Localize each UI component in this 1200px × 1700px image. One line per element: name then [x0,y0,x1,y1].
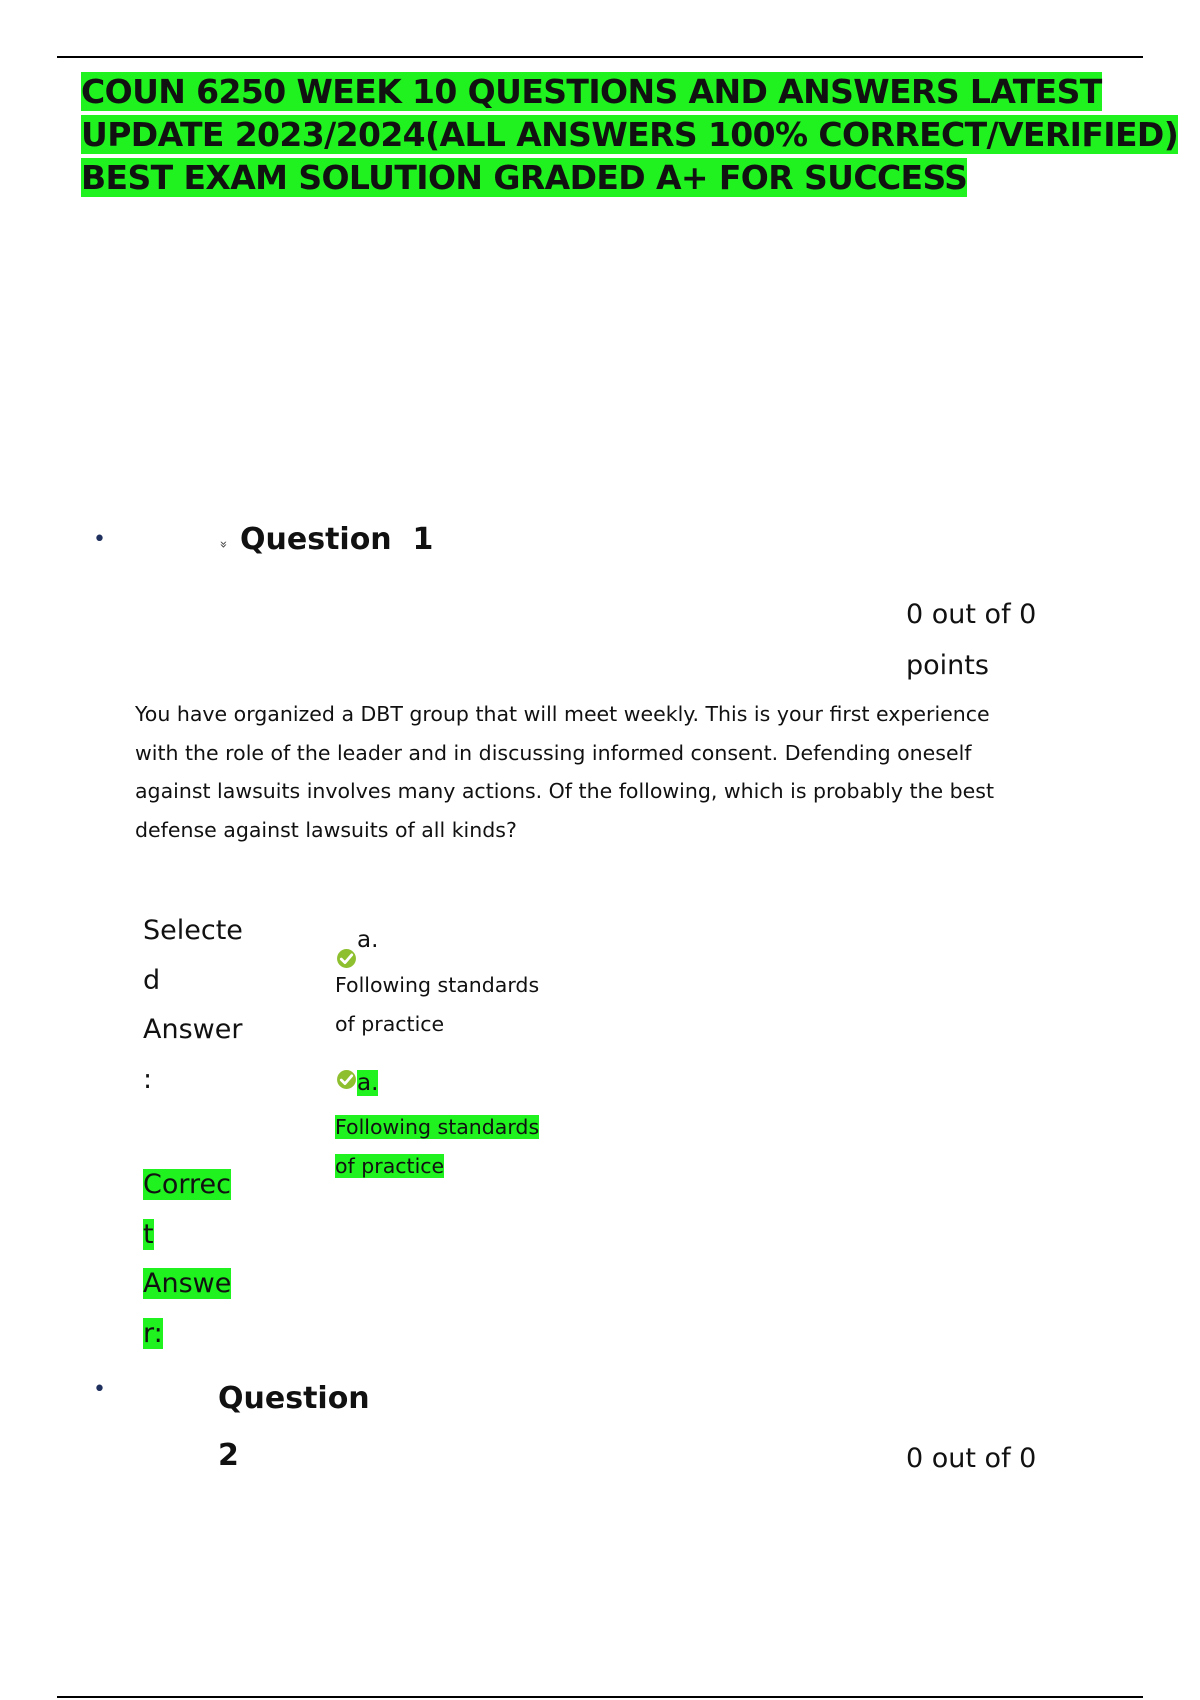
points-score: 0 out of 0 [906,1443,1037,1474]
correct-answer-line: of practice [335,1153,445,1178]
correct-label-line: Answe [143,1268,232,1299]
bottom-rule [57,1696,1143,1698]
check-icon [336,1069,357,1090]
question-1-bullet: • [93,527,106,552]
question-2-bullet: • [93,1377,106,1402]
correct-label-line: Correc [143,1169,231,1200]
correct-answer-line: Following standards [335,1115,540,1139]
question-2-label: Question [218,1381,370,1416]
correct-answer-text [335,1108,539,1185]
points-unit: points [906,650,989,681]
question-1-text: You have organized a DBT group that will meet weekly. This is your first experience with the role of the leader and in discussing informed consent. Defending oneself against lawsuits involves many actions. Of the following, which is probably the best defense against lawsuits of all kinds? [135,702,994,842]
selected-answer-text [335,966,539,1043]
selected-label-line: Answer [143,1014,243,1045]
top-rule [57,56,1143,58]
points-score: 0 out of 0 [906,599,1037,630]
question-2-heading [218,1370,370,1484]
title-line-3: BEST EXAM SOLUTION GRADED A+ FOR SUCCESS [81,158,968,197]
correct-answer-letter-text: a. [357,1070,379,1096]
correct-label-line: r: [143,1317,163,1349]
question-1-number: 1 [412,522,434,557]
selected-label-line: Selecte [143,915,243,946]
selected-answer-letter: a. [357,927,379,953]
question-2-points [906,1433,1036,1484]
chevron-down-icon[interactable]: » [215,540,231,549]
question-2-number: 2 [218,1438,239,1473]
question-1-points [906,589,1036,691]
question-1-heading [240,520,433,560]
selected-label-line: d [143,964,161,996]
document-title [81,70,1179,199]
question-1-label: Question [240,522,392,557]
title-line-1: COUN 6250 WEEK 10 QUESTIONS AND ANSWERS LATEST [81,72,1102,111]
selected-answer-line: Following standards [335,973,540,997]
correct-answer-label [143,1160,231,1358]
selected-label-line: : [143,1063,153,1095]
correct-answer-letter [357,1069,378,1097]
selected-answer-label [143,906,243,1104]
correct-label-line: t [143,1218,154,1250]
selected-answer-line: of practice [335,1011,445,1036]
title-line-2: UPDATE 2023/2024(ALL ANSWERS 100% CORRECT/VERIFIED) [81,115,1179,154]
